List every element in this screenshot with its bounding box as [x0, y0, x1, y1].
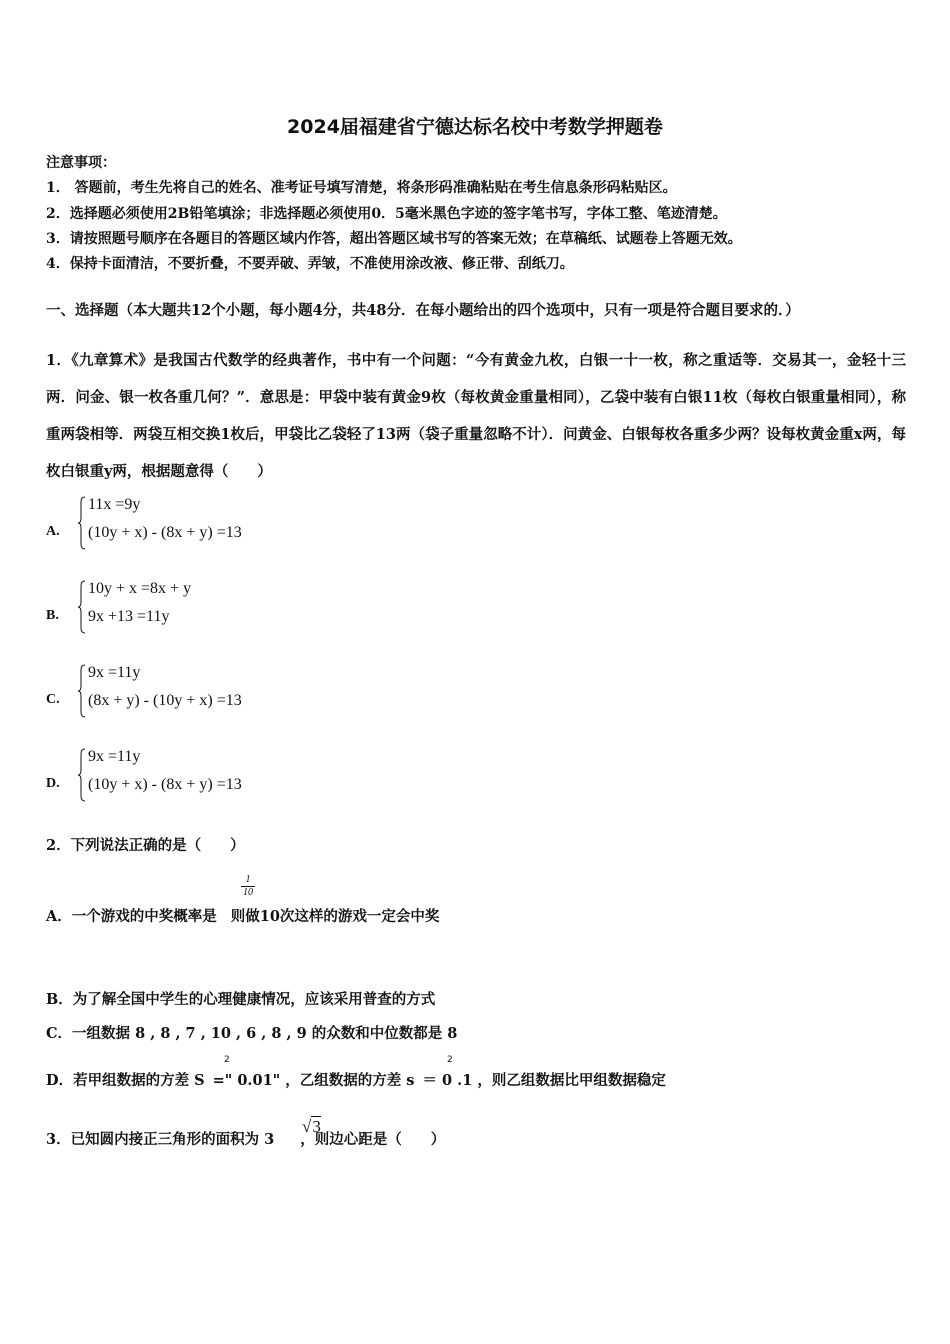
q2-option-c: C．一组数据 8 , 8 , 7 , 10 , 6 , 8 , 9 的众数和中位数都是 8: [46, 1025, 458, 1042]
q1-option-d-eq1: 9x =11y: [88, 748, 141, 765]
q1-option-b-eq1: 10y + x =8x + y: [88, 580, 192, 597]
brace-icon: [78, 496, 86, 550]
fraction-numerator: 1: [241, 874, 255, 887]
section-heading: 一、选择题（本大题共12个小题，每小题4分，共48分．在每小题给出的四个选项中，只有一项是符合题目要求的．）: [46, 302, 800, 319]
q2-option-a-fraction: [241, 874, 255, 899]
q1-option-c-eq2: (8x + y) - (10y + x) =13: [88, 692, 242, 709]
brace-icon: [78, 664, 86, 718]
q2-option-d: [46, 1069, 666, 1090]
note-3: 3．请按照题号顺序在各题目的答题区域内作答，超出答题区域书写的答案无效；在草稿纸、试题卷上答题无效。: [46, 231, 742, 247]
q3-radicand: 3: [312, 1117, 321, 1136]
q2-option-b: B．为了解全国中学生的心理健康情况，应该采用普查的方式: [46, 991, 436, 1008]
page-title: 2024届福建省宁德达标名校中考数学押题卷: [287, 116, 663, 138]
q2-option-d-superscript-2: 2: [447, 1055, 453, 1065]
q2-option-d-part3: ＝ 0 .1 ，则乙组数据比甲组数据稳定: [422, 1072, 666, 1089]
radical-icon: √: [302, 1117, 312, 1136]
q1-option-b-eq2: 9x +13 =11y: [88, 608, 170, 625]
q1-option-a-eq1: 11x =9y: [88, 496, 141, 513]
q3-post: ，则边心距是（ ）: [300, 1131, 446, 1148]
q3-pre: 3．已知圆内接正三角形的面积为 3: [46, 1131, 275, 1148]
note-2: 2．选择题必须使用2B铅笔填涂；非选择题必须使用0．5毫米黑色字迹的签字笔书写，字体工整、笔迹清楚。: [46, 206, 727, 222]
q2-option-a-post: 则做10次这样的游戏一定会中奖: [230, 908, 440, 925]
q1-option-a-eq2: (10y + x) - (8x + y) =13: [88, 524, 242, 541]
brace-icon: [78, 748, 86, 802]
notes-heading: 注意事项：: [46, 155, 116, 171]
question-1-text: 1．《九章算术》是我国古代数学的经典著作，书中有一个问题：“今有黄金九枚，白银一十一枚，称之重适等．交易其一，金轻十三两．问金、银一枚各重几何？”．意思是：甲袋中装有黄金9枚（每枚黄金重量相同），乙袋中装有白银11枚（每枚白银重量相同），称重两袋相等．两袋互相交换1枚后，甲袋比乙袋轻了13两（袋子重量忽略不计）．问黄金、白银每枚各重多少两？设每枚黄金重x两，每枚白银重y两，根据题意得（ ）: [46, 352, 906, 480]
q1-option-c-eq1: 9x =11y: [88, 664, 141, 681]
q1-option-d-letter: D.: [46, 776, 60, 791]
q2-option-d-superscript-1: 2: [224, 1055, 230, 1065]
q1-option-a-letter: A.: [46, 524, 60, 539]
q2-option-d-part1: D．若甲组数据的方差 S: [46, 1072, 205, 1089]
q3-sqrt: [302, 1117, 321, 1137]
question-2-stem: 2．下列说法正确的是（ ）: [46, 837, 245, 854]
q1-option-d-eq2: (10y + x) - (8x + y) =13: [88, 776, 242, 793]
note-1: 1． 答题前，考生先将自己的姓名、准考证号填写清楚，将条形码准确粘贴在考生信息条形码粘贴区。: [46, 180, 677, 196]
q2-option-a-pre: A．一个游戏的中奖概率是: [46, 908, 217, 925]
q2-option-d-part2: =" 0.01" ，乙组数据的方差 s: [212, 1072, 415, 1089]
q1-option-b-letter: B.: [46, 608, 59, 623]
note-4: 4．保持卡面清洁，不要折叠，不要弄破、弄皱，不准使用涂改液、修正带、刮纸刀。: [46, 256, 574, 272]
q2-option-a: [46, 905, 439, 926]
q1-option-c-letter: C.: [46, 692, 60, 707]
fraction-denominator: 10: [243, 887, 253, 898]
question-3: [46, 1128, 445, 1149]
brace-icon: [78, 580, 86, 634]
